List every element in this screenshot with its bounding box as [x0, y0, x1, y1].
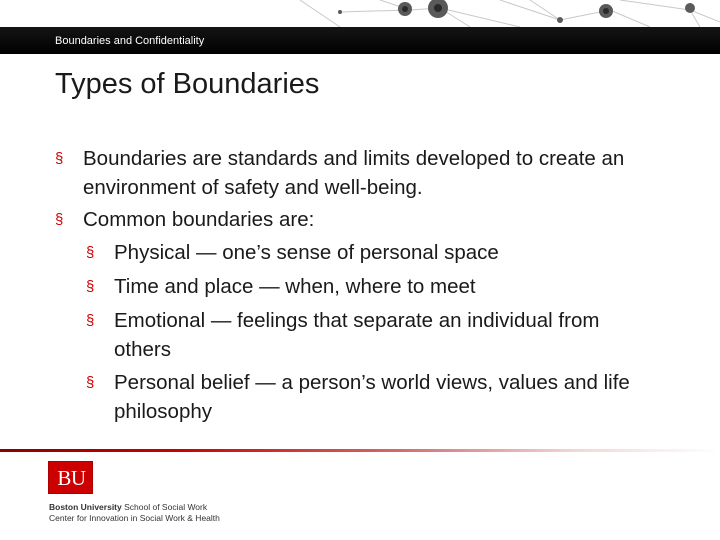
- section-sign-icon: §: [86, 244, 95, 261]
- school-label: School of Social Work: [124, 502, 208, 512]
- header-label: Boundaries and Confidentiality: [55, 35, 205, 47]
- bullet-item: [55, 144, 655, 202]
- section-sign-icon: §: [86, 374, 95, 391]
- bullet-text: Time and place — when, where to meet: [114, 275, 476, 298]
- bullet-text: Personal belief — a person’s world views, values and life philosophy: [114, 371, 630, 423]
- bullet-text: Boundaries are standards and limits developed to create an environment of safety and well-being.: [83, 147, 625, 199]
- bullet-text: Common boundaries are:: [83, 208, 315, 231]
- sub-bullet-item: [86, 272, 655, 301]
- bullet-list: [55, 144, 655, 430]
- section-sign-icon: §: [86, 278, 95, 295]
- sub-bullet-item: [86, 238, 655, 267]
- bullet-text: Physical — one’s sense of personal space: [114, 241, 499, 264]
- center-name: Center for Innovation in Social Work & Health: [49, 513, 220, 523]
- section-sign-icon: §: [86, 312, 95, 329]
- university-name: Boston University: [49, 502, 122, 512]
- sub-bullet-item: [86, 306, 655, 364]
- sub-bullet-item: [86, 368, 655, 426]
- section-sign-icon: §: [55, 211, 64, 228]
- school-name: [49, 502, 207, 512]
- slide-title: Types of Boundaries: [55, 68, 320, 100]
- bullet-text: Emotional — feelings that separate an individual from others: [114, 309, 600, 361]
- header-band: [0, 27, 720, 54]
- footer-divider: [0, 449, 720, 452]
- section-sign-icon: §: [55, 150, 64, 167]
- bullet-item: [55, 205, 655, 234]
- bu-logo: [48, 461, 93, 494]
- bu-logo-text: BU: [57, 466, 86, 490]
